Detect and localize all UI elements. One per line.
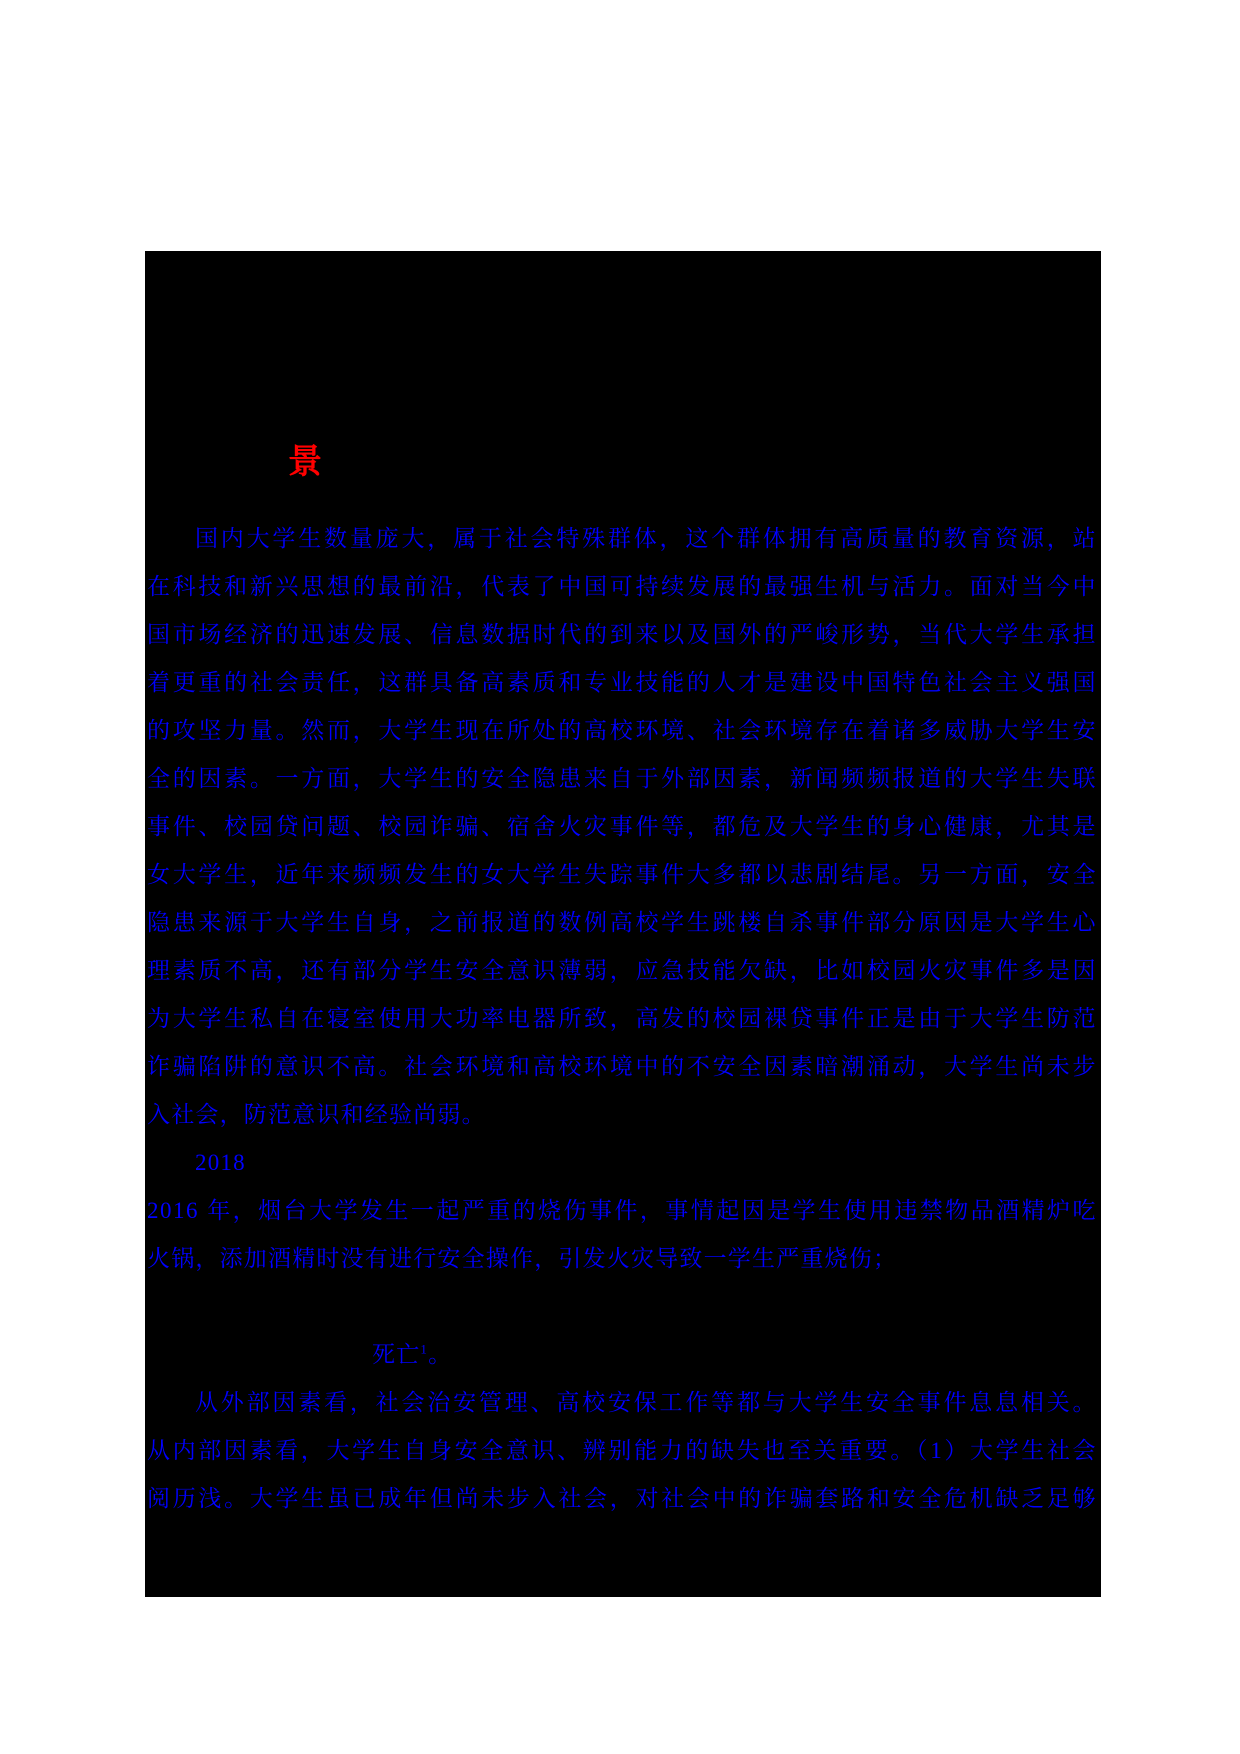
body-text-line: 全的因素。一方面，大学生的安全隐患来自于外部因素，新闻频频报道的大学生失联: [147, 766, 1097, 791]
body-text-line: 国内大学生数量庞大，属于社会特殊群体，这个群体拥有高质量的教育资源，站: [195, 526, 1097, 551]
body-text-line: 女大学生，近年来频频发生的女大学生失踪事件大多都以悲剧结尾。另一方面，安全: [147, 862, 1097, 887]
body-text-line: 从外部因素看，社会治安管理、高校安保工作等都与大学生安全事件息息相关。: [195, 1390, 1097, 1415]
text-block: [145, 251, 1101, 1597]
footnote-superscript: 1: [420, 1341, 429, 1357]
body-text-line: 入社会，防范意识和经验尚弱。: [147, 1102, 486, 1127]
footnote-text: 死亡: [372, 1342, 421, 1367]
footnote-punctuation: 。: [428, 1342, 453, 1367]
body-text-line: 诈骗陷阱的意识不高。社会环境和高校环境中的不安全因素暗潮涌动，大学生尚未步: [147, 1054, 1097, 1079]
section-title-accent-char: 景: [288, 444, 322, 481]
body-text-line: 着更重的社会责任，这群具备高素质和专业技能的人才是建设中国特色社会主义强国: [147, 670, 1097, 695]
body-text-line: 国市场经济的迅速发展、信息数据时代的到来以及国外的严峻形势，当代大学生承担: [147, 622, 1097, 647]
body-text-line: 事件、校园贷问题、校园诈骗、宿舍火灾事件等，都危及大学生的身心健康，尤其是: [147, 814, 1097, 839]
body-text-line: 隐患来源于大学生自身，之前报道的数例高校学生跳楼自杀事件部分原因是大学生心: [147, 910, 1097, 935]
body-text-line: 理素质不高，还有部分学生安全意识薄弱，应急技能欠缺，比如校园火灾事件多是因: [147, 958, 1097, 983]
body-text-line: 在科技和新兴思想的最前沿，代表了中国可持续发展的最强生机与活力。面对当今中: [147, 574, 1097, 599]
body-text-line: 从内部因素看，大学生自身安全意识、辨别能力的缺失也至关重要。（1）大学生社会: [147, 1438, 1097, 1463]
body-text-line: 2016 年，烟台大学发生一起严重的烧伤事件，事情起因是学生使用违禁物品酒精炉吃: [147, 1198, 1097, 1223]
body-text-line-footnote: [372, 1331, 1092, 1379]
body-text-line: 的攻坚力量。然而，大学生现在所处的高校环境、社会环境存在着诸多威胁大学生安: [147, 718, 1097, 743]
body-text-line: 阅历浅。大学生虽已成年但尚未步入社会，对社会中的诈骗套路和安全危机缺乏足够: [147, 1486, 1097, 1511]
body-text-line: 火锅，添加酒精时没有进行安全操作，引发火灾导致一学生严重烧伤；: [147, 1246, 898, 1271]
body-text-line: 为大学生私自在寝室使用大功率电器所致，高发的校园裸贷事件正是由于大学生防范: [147, 1006, 1097, 1031]
body-text-line-year: 2018: [195, 1150, 246, 1175]
